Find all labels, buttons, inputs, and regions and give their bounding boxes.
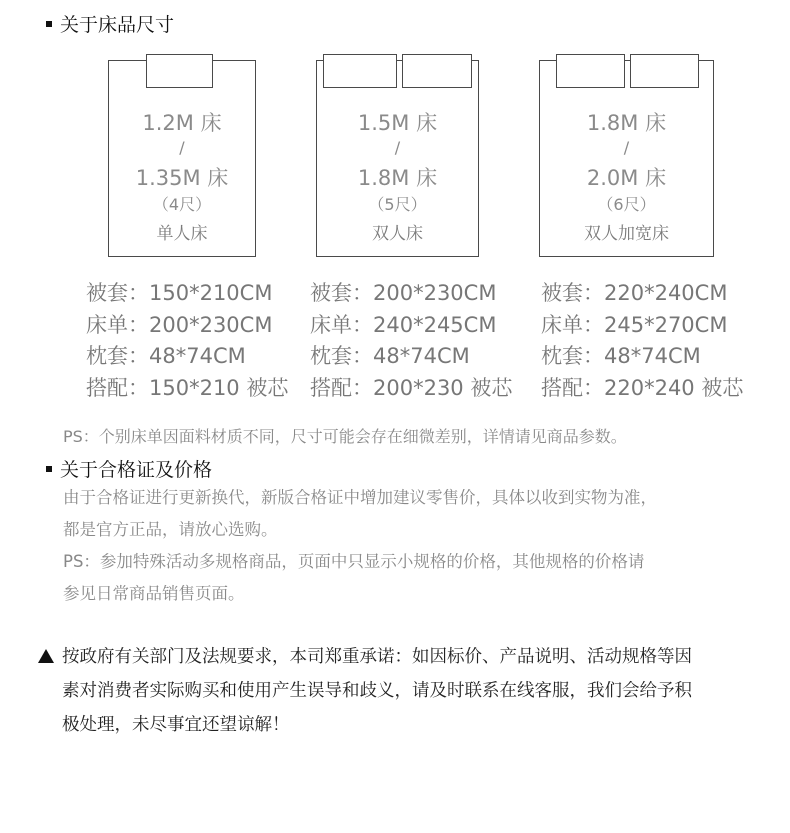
bed-slash: /	[179, 138, 185, 157]
spec-matching-duvet: 搭配：200*230 被芯	[310, 375, 513, 400]
bed-diagram-double	[316, 60, 479, 257]
section-title: 关于床品尺寸	[60, 14, 175, 36]
spec-matching-duvet: 搭配：220*240 被芯	[541, 375, 744, 400]
spec-pillowcase: 枕套：48*74CM	[86, 344, 246, 368]
spec-list-single	[86, 278, 288, 404]
certificate-price-text	[63, 482, 657, 610]
size-variance-note: PS：个别床单因面料材质不同，尺寸可能会存在细微差别，详情请见商品参数。	[63, 427, 627, 446]
text-line: PS：参加特殊活动多规格商品，页面中只显示小规格的价格，其他规格的价格请	[63, 552, 645, 571]
bed-width-line1: 1.2M 床	[142, 111, 222, 135]
bed-diagram-single	[108, 60, 256, 257]
bed-diagram-wide-double	[539, 60, 714, 257]
text-line: 由于合格证进行更新换代，新版合格证中增加建议零售价，具体以收到实物为准，	[63, 488, 657, 507]
spec-bed-sheet: 床单：240*245CM	[310, 312, 497, 337]
bed-size-feet: （4尺）	[152, 195, 212, 214]
bed-slash: /	[394, 138, 401, 157]
legal-notice	[62, 640, 692, 742]
bed-kind: 双人加宽床	[584, 224, 669, 244]
bed-kind: 双人床	[372, 224, 423, 244]
text-line: 都是官方正品，请放心选购。	[63, 520, 278, 539]
bed-width-line1: 1.8M 床	[586, 111, 667, 135]
section-title: 关于合格证及价格	[60, 459, 213, 481]
spec-duvet-cover: 被套：200*230CM	[310, 281, 497, 305]
bed-width-line2: 1.8M 床	[357, 166, 438, 190]
spec-bed-sheet: 床单：245*270CM	[541, 312, 728, 337]
bullet-icon	[46, 466, 52, 472]
section-heading-bed-sizes	[46, 10, 174, 37]
spec-list-double	[310, 278, 512, 404]
bed-width-line1: 1.5M 床	[357, 111, 438, 135]
pillow-shape	[323, 54, 397, 88]
bed-size-feet: （5尺）	[368, 195, 427, 214]
bed-kind: 单人床	[156, 224, 208, 244]
spec-pillowcase: 枕套：48*74CM	[541, 344, 701, 368]
spec-duvet-cover: 被套：220*240CM	[541, 281, 728, 305]
text-line: 参见日常商品销售页面。	[63, 584, 245, 603]
text-line: 素对消费者实际购买和使用产生误导和歧义，请及时联系在线客服，我们会给予积	[62, 681, 692, 701]
spec-list-wide-double	[541, 278, 743, 404]
bed-width-line2: 1.35M 床	[135, 166, 229, 190]
pillow-shape	[402, 54, 472, 88]
text-line: 按政府有关部门及法规要求，本司郑重承诺：如因标价、产品说明、活动规格等因	[62, 647, 692, 667]
bullet-icon	[46, 21, 52, 27]
warning-triangle-icon	[38, 649, 54, 663]
pillow-shape	[556, 54, 625, 88]
spec-matching-duvet: 搭配：150*210 被芯	[86, 375, 289, 400]
bed-width-line2: 2.0M 床	[586, 166, 667, 190]
text-line: 极处理，未尽事宜还望谅解！	[62, 715, 290, 735]
pillow-shape	[146, 54, 213, 88]
bed-size-feet: （6尺）	[597, 195, 656, 214]
pillow-shape	[630, 54, 699, 88]
spec-pillowcase: 枕套：48*74CM	[310, 344, 470, 368]
spec-bed-sheet: 床单：200*230CM	[86, 312, 273, 337]
spec-duvet-cover: 被套：150*210CM	[86, 281, 273, 305]
bed-slash: /	[623, 138, 630, 157]
section-heading-certificate-price	[46, 455, 212, 482]
